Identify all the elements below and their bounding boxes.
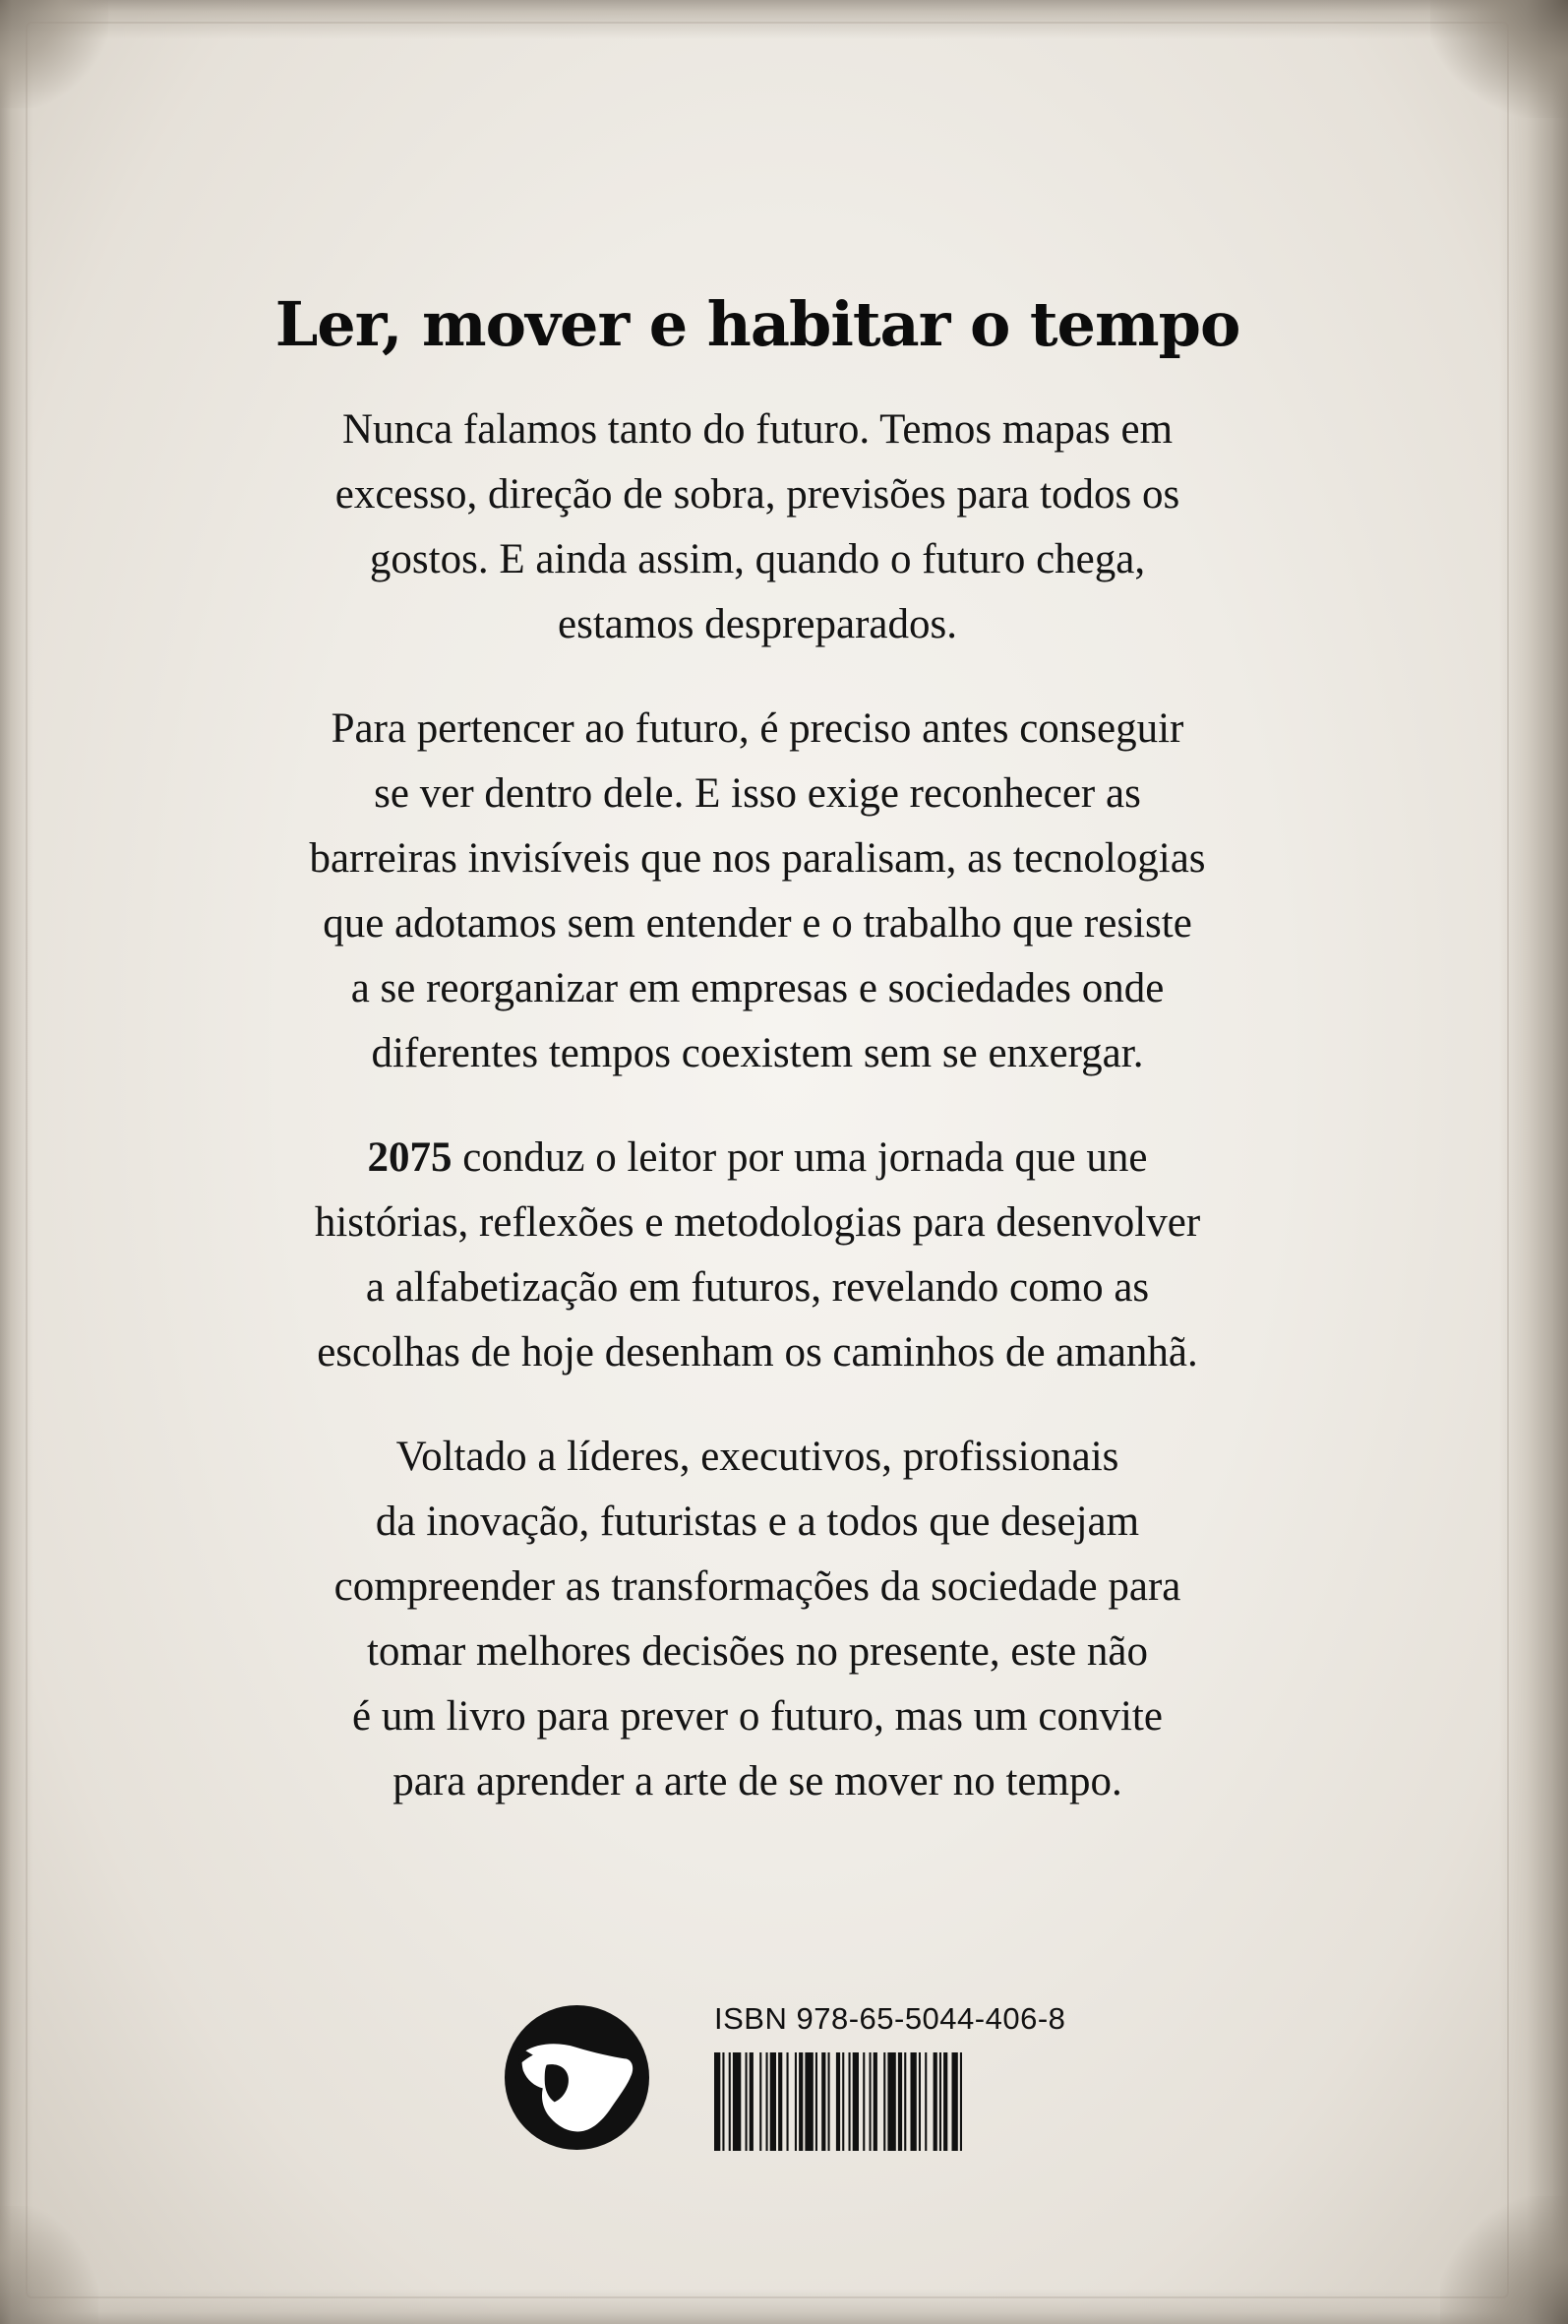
barcode-bar [952, 2052, 958, 2151]
text-line: excesso, direção de sobra, previsões para todos os [334, 471, 1180, 518]
barcode-bar [746, 2052, 748, 2151]
barcode-bar [934, 2052, 937, 2151]
barcode-bar [759, 2052, 761, 2151]
barcode-bar [722, 2052, 724, 2151]
barcode-bar [778, 2052, 782, 2151]
text-line: é um livro para prever o futuro, mas um convite [352, 1693, 1163, 1740]
barcode-bar [853, 2052, 859, 2151]
barcode-bar [828, 2052, 830, 2151]
barcode-bar [750, 2052, 754, 2151]
barcode-icon [714, 2052, 1019, 2151]
barcode-bar [766, 2052, 768, 2151]
barcode-bar [795, 2052, 797, 2151]
barcode-bar [904, 2052, 906, 2151]
barcode-bar [911, 2052, 917, 2151]
barcode-bar [815, 2052, 817, 2151]
text-fragment: conduz o leitor por uma jornada que une [452, 1134, 1148, 1181]
barcode-bar [849, 2052, 851, 2151]
isbn-number: ISBN 978-65-5044-406-8 [714, 2001, 1066, 2036]
dog-head-circle-logo-icon [504, 2004, 650, 2151]
text-line: histórias, reflexões e metodologias para desenvolver [314, 1199, 1201, 1246]
text-line: Para pertencer ao futuro, é preciso antes conseguir [331, 705, 1184, 752]
barcode-bar [863, 2052, 865, 2151]
barcode-bar [960, 2052, 962, 2151]
barcode-bar [733, 2052, 741, 2151]
barcode-bar [787, 2052, 789, 2151]
text-line: da inovação, futuristas e a todos que desejam [375, 1498, 1140, 1545]
synopsis-paragraph-3 [226, 1126, 1289, 1385]
synopsis-paragraph-2 [226, 697, 1289, 1086]
text-line: compreender as transformações da sociedade para [333, 1563, 1181, 1610]
text-line: estamos despreparados. [558, 601, 957, 647]
barcode-bar [729, 2052, 731, 2151]
synopsis-paragraph-1 [226, 398, 1289, 657]
barcode-bar [939, 2052, 941, 2151]
barcode-bar [925, 2052, 927, 2151]
barcode-bar [943, 2052, 947, 2151]
text-line: que adotamos sem entender e o trabalho que resiste [323, 900, 1192, 947]
book-number-title: 2075 [367, 1134, 452, 1181]
text-line [226, 1126, 1289, 1191]
barcode-bar [805, 2052, 813, 2151]
barcode-bar [883, 2052, 885, 2151]
synopsis-paragraph-4 [226, 1425, 1289, 1814]
barcode-bar [919, 2052, 921, 2151]
book-title: Ler, mover e habitar o tempo [274, 288, 1240, 360]
barcode-bar [870, 2052, 872, 2151]
barcode-bar [714, 2052, 720, 2151]
text-line: para aprender a arte de se mover no tempo. [392, 1758, 1122, 1804]
barcode-bar [836, 2052, 840, 2151]
text-line: se ver dentro dele. E isso exige reconhecer as [374, 770, 1141, 817]
text-line: Nunca falamos tanto do futuro. Temos mapas em [341, 406, 1174, 453]
text-line: Voltado a líderes, executivos, profissionais [395, 1434, 1119, 1480]
barcode-bar [799, 2052, 803, 2151]
barcode-bar [898, 2052, 902, 2151]
text-line: diferentes tempos coexistem sem se enxergar. [371, 1030, 1144, 1076]
text-line: tomar melhores decisões no presente, este não [366, 1628, 1149, 1675]
barcode-bar [842, 2052, 844, 2151]
text-line: barreiras invisíveis que nos paralisam, as tecnologias [309, 835, 1206, 882]
barcode-bar [770, 2052, 776, 2151]
barcode-bar [887, 2052, 895, 2151]
synopsis [226, 285, 1289, 1814]
text-line: escolhas de hoje desenham os caminhos de amanhã. [317, 1329, 1198, 1376]
isbn-block [714, 2001, 1066, 2151]
text-line: a alfabetização em futuros, revelando como as [365, 1264, 1150, 1311]
barcode-bar [874, 2052, 877, 2151]
barcode-bar [821, 2052, 825, 2151]
worn-edge-right [1499, 0, 1568, 2324]
text-line: gostos. E ainda assim, quando o futuro chega, [369, 536, 1146, 582]
text-line: a se reorganizar em empresas e sociedades onde [350, 965, 1165, 1011]
